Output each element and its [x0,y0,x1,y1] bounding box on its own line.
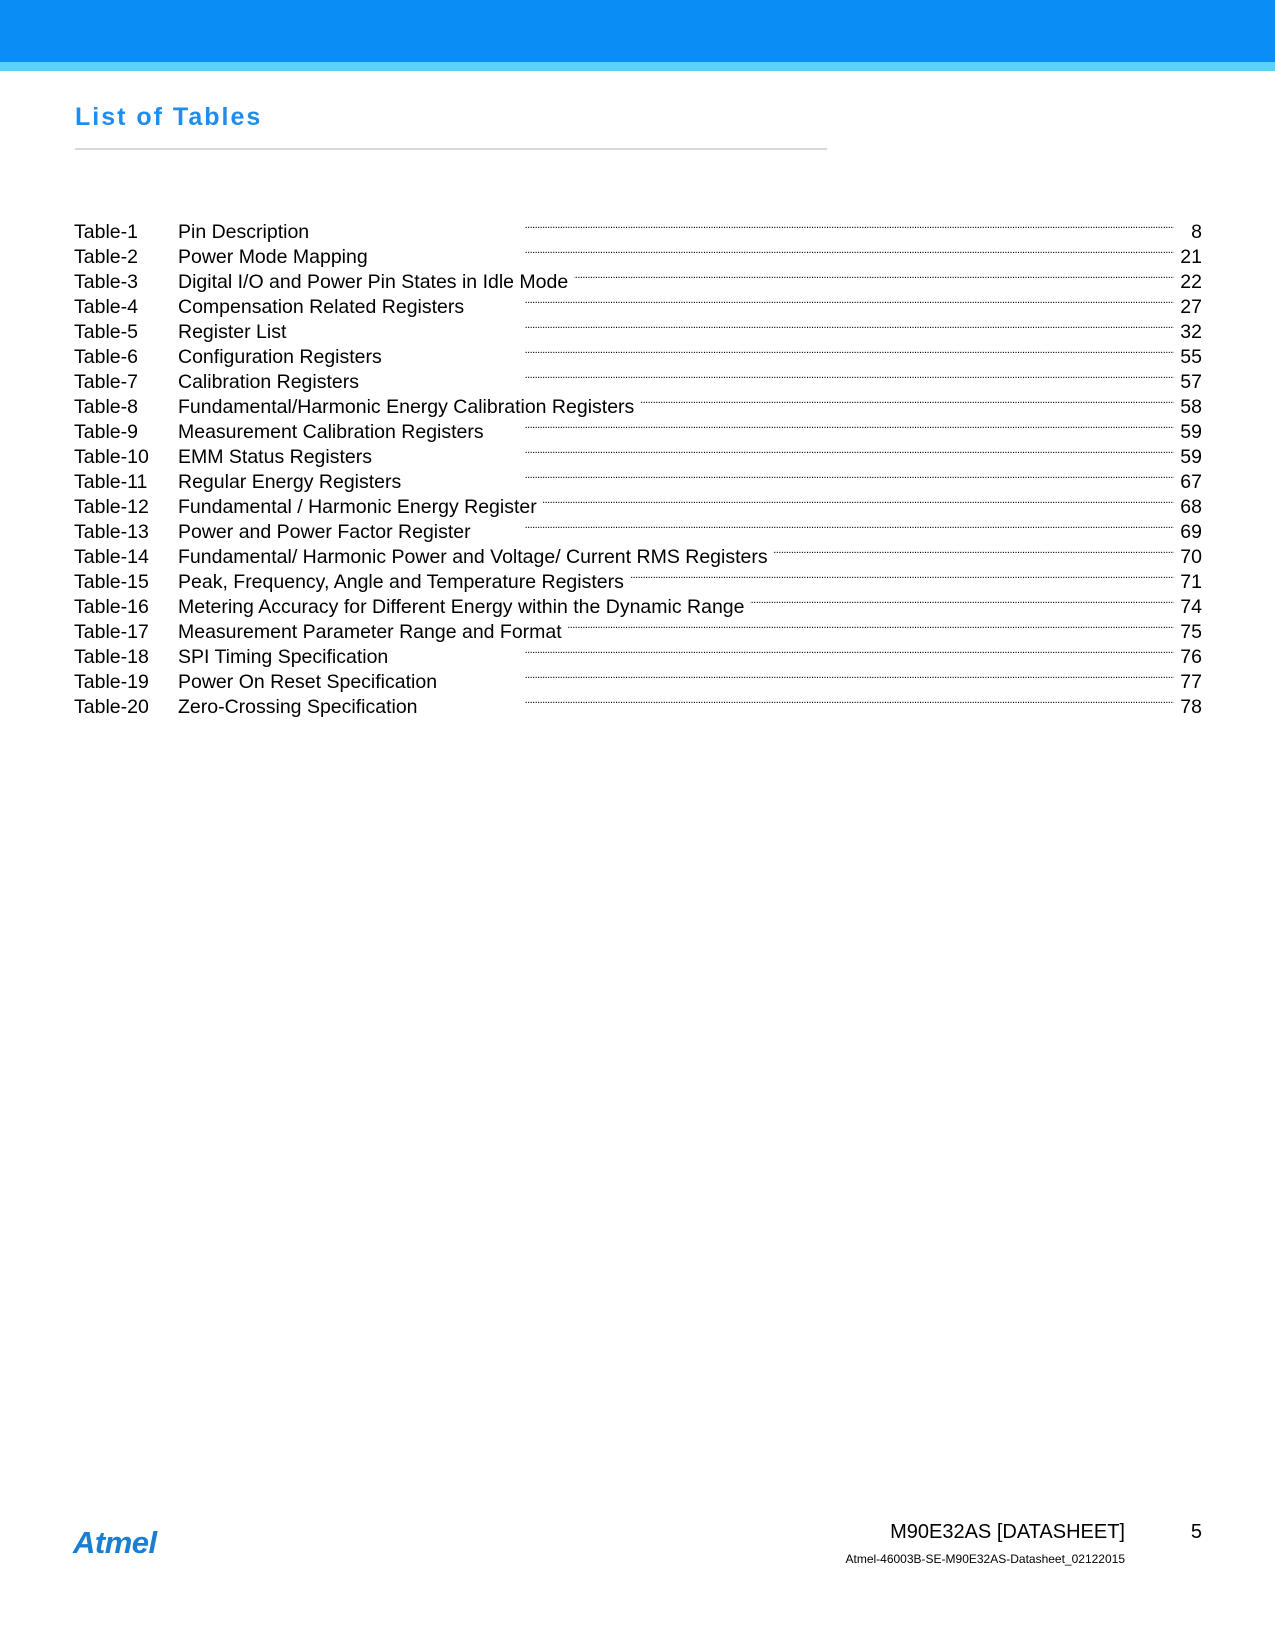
toc-entry-title: Peak, Frequency, Angle and Temperature Registers [178,570,630,595]
toc-entry-number: Table-8 [74,396,138,418]
toc-entry-page: 69 [1174,520,1202,545]
toc-dot-leader [424,688,1174,713]
toc-entry[interactable] [74,213,1202,243]
toc-entry-title: Pin Description [178,220,315,245]
header-stripe [0,62,1275,71]
toc-entry-title: Zero-Crossing Specification [178,695,424,720]
toc-entry-page: 77 [1174,670,1202,695]
title-divider [75,148,827,150]
toc-dot-leader [470,288,1174,313]
toc-entry-page: 32 [1174,320,1202,345]
toc-dot-leader [388,338,1174,363]
toc-entry-number: Table-1 [74,221,138,243]
toc-entry-title: Fundamental / Harmonic Energy Register [178,495,543,520]
toc-dot-leader [378,438,1174,463]
toc-entry-number: Table-13 [74,521,149,543]
toc-entry-page: 76 [1174,645,1202,670]
toc-entry-page: 74 [1174,595,1202,620]
toc-entry-number: Table-14 [74,546,149,568]
toc-entry-page: 22 [1174,270,1202,295]
toc-entry-number: Table-6 [74,346,138,368]
toc-entry-page: 67 [1174,470,1202,495]
toc-entry-title: Calibration Registers [178,370,365,395]
toc-entry-number: Table-10 [74,446,149,468]
toc-entry-page: 59 [1174,445,1202,470]
toc-entry-title: Power and Power Factor Register [178,520,477,545]
toc-entry-number: Table-9 [74,421,138,443]
toc-dot-leader [750,588,1174,613]
toc-entry-page: 70 [1174,545,1202,570]
toc-entry-title: Power On Reset Specification [178,670,443,695]
toc-entry-number: Table-3 [74,271,138,293]
toc-entry-page: 68 [1174,495,1202,520]
list-of-tables [74,213,1202,718]
toc-dot-leader [365,363,1174,388]
toc-entry-title: Power Mode Mapping [178,245,374,270]
toc-entry-title: Measurement Parameter Range and Format [178,620,568,645]
toc-entry-page: 55 [1174,345,1202,370]
toc-entry-title: Digital I/O and Power Pin States in Idle Mode [178,270,574,295]
toc-dot-leader [774,538,1174,563]
toc-entry-number: Table-7 [74,371,138,393]
toc-entry-title: EMM Status Registers [178,445,378,470]
atmel-logo: Atmel [73,1525,157,1560]
toc-dot-leader [543,488,1174,513]
toc-entry-title: Metering Accuracy for Different Energy within the Dynamic Range [178,595,750,620]
toc-entry-number: Table-15 [74,571,149,593]
toc-entry-number: Table-19 [74,671,149,693]
toc-dot-leader [374,238,1174,263]
toc-entry-page: 27 [1174,295,1202,320]
toc-entry-number: Table-2 [74,246,138,268]
toc-entry-page: 57 [1174,370,1202,395]
toc-entry-page: 78 [1174,695,1202,720]
toc-entry-title: Compensation Related Registers [178,295,470,320]
toc-entry-page: 58 [1174,395,1202,420]
toc-entry-title: Fundamental/ Harmonic Power and Voltage/ Current RMS Registers [178,545,774,570]
toc-entry-page: 75 [1174,620,1202,645]
toc-entry-title: Regular Energy Registers [178,470,407,495]
header-band [0,0,1275,62]
toc-entry-page: 59 [1174,420,1202,445]
footer-doc-title: M90E32AS [DATASHEET] [890,1521,1125,1543]
page-title: List of Tables [75,103,263,131]
footer-doc-id: Atmel-46003B-SE-M90E32AS-Datasheet_02122015 [845,1552,1125,1566]
toc-entry-page: 21 [1174,245,1202,270]
toc-entry-title: Configuration Registers [178,345,388,370]
toc-dot-leader [640,388,1174,413]
toc-dot-leader [407,463,1174,488]
toc-entry-page: 8 [1174,220,1202,245]
footer-page-number: 5 [1190,1521,1202,1543]
toc-entry-title: Measurement Calibration Registers [178,420,490,445]
toc-entry-number: Table-4 [74,296,138,318]
toc-entry-number: Table-16 [74,596,149,618]
toc-dot-leader [315,213,1174,238]
toc-entry-title: Fundamental/Harmonic Energy Calibration Registers [178,395,640,420]
toc-dot-leader [477,513,1174,538]
toc-entry-page: 71 [1174,570,1202,595]
toc-entry-number: Table-11 [74,471,148,493]
toc-entry-title: Register List [178,320,292,345]
toc-entry-title: SPI Timing Specification [178,645,394,670]
toc-entry-number: Table-20 [74,696,149,718]
toc-dot-leader [443,663,1174,688]
toc-entry-number: Table-12 [74,496,149,518]
toc-entry-number: Table-5 [74,321,138,343]
toc-entry-number: Table-17 [74,621,149,643]
toc-entry-number: Table-18 [74,646,149,668]
toc-dot-leader [574,263,1174,288]
